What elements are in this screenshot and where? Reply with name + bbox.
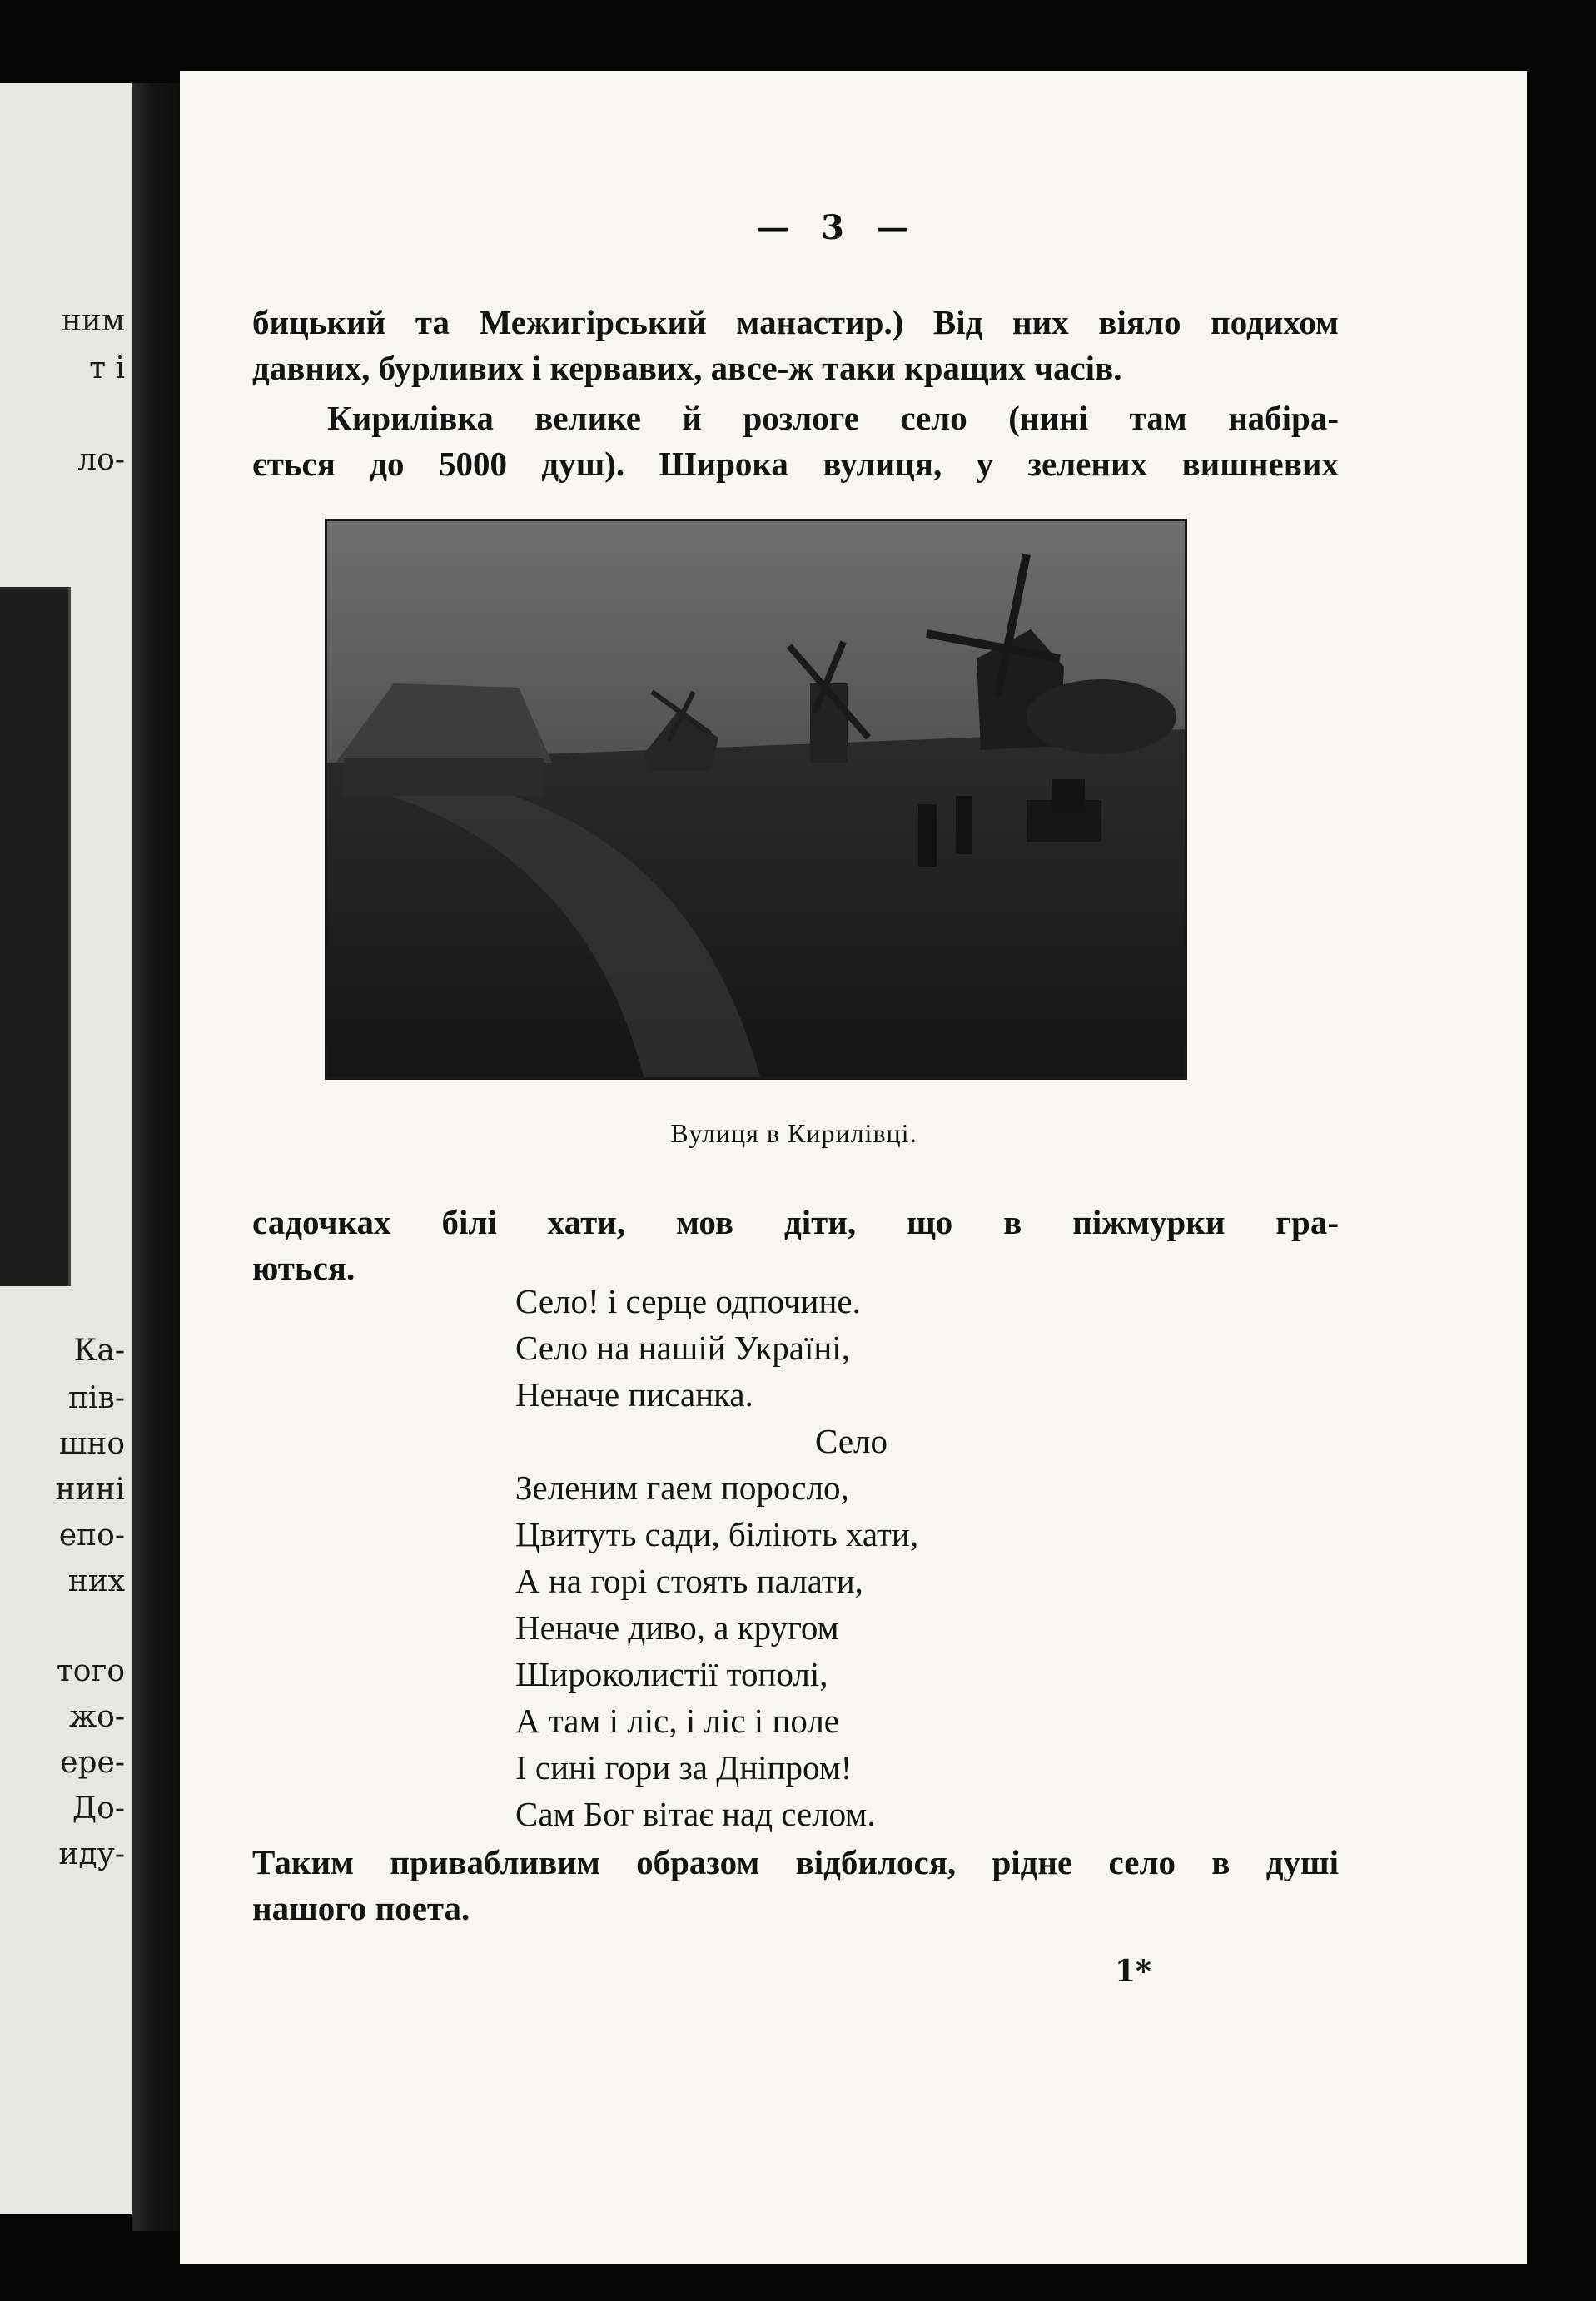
poem-line: І сині гори за Дніпром! — [515, 1748, 853, 1787]
text-line: ється до 5000 душ). Широка вулиця, у зелених вишневих — [252, 445, 1339, 483]
paragraph-2 — [252, 395, 1339, 487]
left-fragment: того — [56, 1654, 125, 1688]
poem-line: Село на нашій Україні, — [515, 1329, 850, 1367]
left-fragment: епо- — [58, 1518, 125, 1553]
text-line: Кирилівка велике й розлоге село (нині там набіра- — [327, 399, 1339, 437]
left-fragment: ере- — [60, 1746, 125, 1780]
left-fragment: них — [67, 1564, 125, 1598]
poem-line: А на горі стоять палати, — [515, 1562, 863, 1600]
left-fragment: жо- — [69, 1700, 125, 1734]
paragraph-1 — [252, 300, 1339, 391]
photo-illustration — [327, 521, 1185, 1077]
left-fragment: пів- — [68, 1381, 125, 1415]
left-fragment: ло- — [77, 443, 125, 477]
left-photo-fragment — [0, 587, 71, 1286]
poem-line: Село — [815, 1422, 888, 1460]
left-fragment: шно — [58, 1427, 125, 1461]
poem-line: Зеленим гаем поросло, — [515, 1469, 849, 1507]
text-line: бицький та Межигірський манастир.) Від них віяло подихом — [252, 303, 1339, 341]
text-line: ються. — [252, 1249, 355, 1287]
poem-line: Сам Бог вітає над селом. — [515, 1795, 876, 1833]
text-line: давних, бурливих і кервавих, авсе-ж таки кращих часів. — [252, 349, 1122, 387]
left-fragment: нині — [55, 1473, 125, 1507]
poem-line: А там і ліс, і ліс і поле — [515, 1702, 839, 1740]
poem-line: Цвитуть сади, біліють хати, — [515, 1515, 919, 1553]
book-page — [180, 71, 1527, 2264]
left-fragment: ним — [62, 304, 125, 338]
page-number: — 3 — — [756, 208, 919, 247]
left-fragment: Ка- — [73, 1334, 125, 1368]
poem — [515, 1278, 918, 1837]
text-line: Таким привабливим образом відбилося, рідне село в душі — [252, 1843, 1339, 1881]
left-fragment: До- — [72, 1792, 125, 1826]
poem-line: Широколистії тополі, — [515, 1655, 828, 1693]
left-fragment: иду- — [58, 1837, 125, 1871]
poem-line: Неначе писанка. — [515, 1375, 753, 1414]
left-fragment: т і — [89, 351, 125, 385]
paragraph-4 — [252, 1840, 1339, 1931]
poem-line: Село! і серце одпочине. — [515, 1282, 861, 1320]
book-spine — [132, 83, 181, 2231]
signature-mark: 1* — [1115, 1954, 1151, 1989]
windmill-landscape-photo — [325, 519, 1187, 1080]
text-line: садочках білі хати, мов діти, що в піжмурки гра- — [252, 1203, 1339, 1241]
left-page-fragment — [0, 83, 133, 2214]
poem-line: Неначе диво, а кругом — [515, 1608, 839, 1647]
text-line: нашого поета. — [252, 1889, 470, 1927]
figure-caption: Вулиця в Кирилівці. — [670, 1118, 917, 1148]
